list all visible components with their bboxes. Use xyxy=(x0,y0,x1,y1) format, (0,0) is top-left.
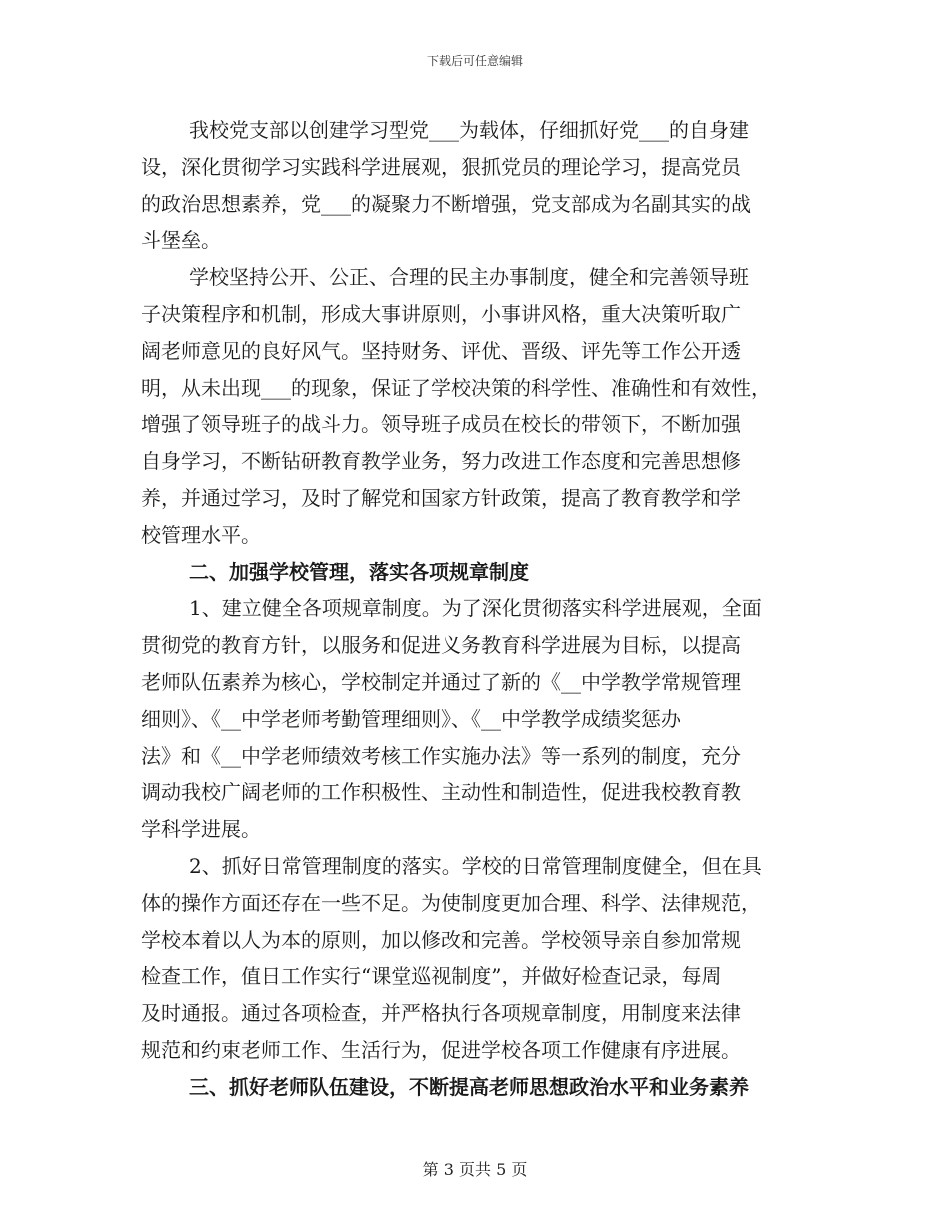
text-line: 贯彻党的教育方针，以服务和促进义务教育科学进展为目标，以提高 xyxy=(141,633,741,658)
text-line: 阔老师意见的良好风气。坚持财务、评优、晋级、评先等工作公开透 xyxy=(141,338,741,363)
text-line: 我校党支部以创建学习型党___为载体，仔细抓好党___的自身建 xyxy=(189,118,749,142)
section-heading: 二、加强学校管理，落实各项规章制度 xyxy=(189,559,529,584)
text-line: 斗堡垒。 xyxy=(141,228,221,253)
text-line: 1、建立健全各项规章制度。为了深化贯彻落实科学进展观，全面 xyxy=(189,596,762,621)
text-line: 子决策程序和机制，形成大事讲原则，小事讲风格，重大决策听取广 xyxy=(141,301,741,326)
text-line: 学校坚持公开、公正、合理的民主办事制度，健全和完善领导班 xyxy=(189,265,749,290)
text-line: 老师队伍素养为核心，学校制定并通过了新的《__中学教学常规管理 xyxy=(141,669,741,694)
text-line: 学校本着以人为本的原则，加以修改和完善。学校领导亲自参加常规 xyxy=(141,927,741,952)
text-line: 学科学进展。 xyxy=(141,817,261,842)
text-line: 明，从未出现___的现象，保证了学校决策的科学性、准确性和有效性， xyxy=(141,375,771,400)
text-line: 校管理水平。 xyxy=(141,522,261,547)
text-line: 设，深化贯彻学习实践科学进展观，狠抓党员的理论学习，提高党员 xyxy=(141,154,741,179)
text-line: 法》和《__中学老师绩效考核工作实施办法》等一系列的制度，充分 xyxy=(141,743,741,768)
text-line: 规范和约束老师工作、生活行为，促进学校各项工作健康有序进展。 xyxy=(141,1037,741,1062)
text-line: 增强了领导班子的战斗力。领导班子成员在校长的带领下，不断加强 xyxy=(141,412,741,437)
text-line: 养，并通过学习，及时了解党和国家方针政策，提高了教育教学和学 xyxy=(141,485,741,510)
text-line: 的政治思想素养，党___的凝聚力不断增强，党支部成为名副其实的战 xyxy=(141,191,751,216)
text-line: 及时通报。通过各项检查，并严格执行各项规章制度，用制度来法律 xyxy=(141,1001,741,1026)
document-body xyxy=(141,112,821,1106)
text-line: 自身学习，不断钻研教育教学业务，努力改进工作态度和完善思想修 xyxy=(141,449,741,474)
text-line: 细则》、《__中学老师考勤管理细则》、《__中学教学成绩奖惩办 xyxy=(141,706,681,731)
page-header: 下载后可任意编辑 xyxy=(426,54,523,68)
text-line: 2、抓好日常管理制度的落实。学校的日常管理制度健全，但在具 xyxy=(189,853,762,878)
page-footer: 第 3 页共 5 页 xyxy=(422,1160,528,1179)
section-heading: 三、抓好老师队伍建设，不断提高老师思想政治水平和业务素养 xyxy=(189,1074,749,1099)
text-line: 检查工作，值日工作实行“课堂巡视制度”，并做好检查记录，每周 xyxy=(141,964,722,989)
text-line: 体的操作方面还存在一些不足。为使制度更加合理、科学、法律规范， xyxy=(141,890,761,915)
text-line: 调动我校广阔老师的工作积极性、主动性和制造性，促进我校教育教 xyxy=(141,780,741,805)
